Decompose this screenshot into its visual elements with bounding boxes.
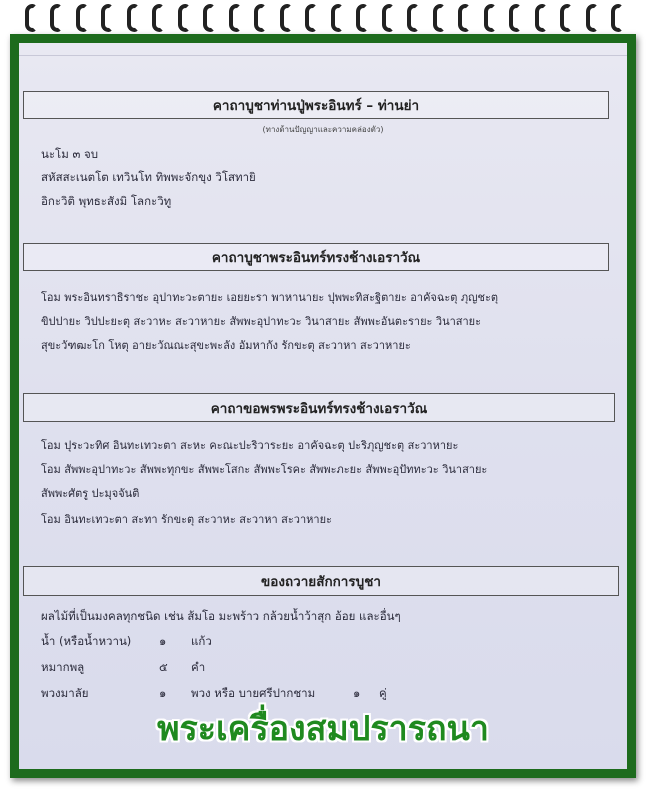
binding-ring-icon <box>382 4 394 32</box>
offering-unit: คำ <box>191 660 206 674</box>
binding-ring-icon <box>25 4 37 32</box>
binding-ring-icon <box>611 4 623 32</box>
offering-row <box>41 659 601 675</box>
section2-title: คาถาบูชาพระอินทร์ทรงช้างเอราวัณ <box>23 243 609 271</box>
binding-ring-icon <box>101 4 113 32</box>
binding-ring-icon <box>509 4 521 32</box>
offering-name: หมากพลู <box>41 660 85 674</box>
offering-extra-unit: คู่ <box>379 686 387 700</box>
offering-row <box>41 685 601 701</box>
binding-ring-icon <box>458 4 470 32</box>
binding-ring-icon <box>305 4 317 32</box>
binding-ring-icon <box>280 4 292 32</box>
binding-ring-icon <box>50 4 62 32</box>
binding-ring-icon <box>560 4 572 32</box>
binding-ring-icon <box>152 4 164 32</box>
section1-line: นะโม ๓ จบ <box>41 147 99 161</box>
binding-ring-icon <box>229 4 241 32</box>
binding-ring-icon <box>484 4 496 32</box>
section1-line: อิกะวิติ พุทธะสังมิ โลกะวิทู <box>41 194 172 208</box>
section3-line: โอม สัพพะอุปาทะวะ สัพพะทุกขะ สัพพะโสกะ สัพพะโรคะ สัพพะภะยะ สัพพะอุปัททะวะ วินาสายะ <box>41 463 488 476</box>
binding-ring-icon <box>76 4 88 32</box>
offering-qty: ๑ <box>159 686 167 700</box>
section3-line: โอม ปุระวะทิศ อินทะเทวะตา สะหะ คะณะปะริวาระยะ อาคัจฉะตุ ปะริภุญชะตุ สะวาหายะ <box>41 439 459 452</box>
binding-ring-icon <box>535 4 547 32</box>
offering-qty: ๕ <box>159 660 168 674</box>
section4-title: ของถวายสักการบูชา <box>23 566 619 596</box>
offering-unit: พวง หรือ บายศรีปากชาม <box>191 686 316 700</box>
document-paper <box>19 43 627 769</box>
section2-line: สุขะวัฑฒะโก โหตุ อายะวัณณะสุขะพะลัง อัมหากัง รักขะตุ สะวาหา สะวาหายะ <box>41 339 411 352</box>
section3-title: คาถาขอพรพระอินทร์ทรงช้างเอราวัณ <box>23 393 615 422</box>
offering-row <box>41 633 601 649</box>
binding-ring-icon <box>407 4 419 32</box>
section3-line: สัพพะศัตรู ปะมุจจันติ <box>41 487 140 500</box>
offering-unit: แก้ว <box>191 634 212 648</box>
header-strip <box>19 43 627 56</box>
binding-ring-icon <box>586 4 598 32</box>
binding-ring-icon <box>433 4 445 32</box>
binding-ring-icon <box>356 4 368 32</box>
binding-ring-icon <box>254 4 266 32</box>
binding-ring-icon <box>178 4 190 32</box>
section2-line: ขิปปายะ วิปปะยะตุ สะวาหะ สะวาหายะ สัพพะอุปาทะวะ วินาสายะ สัพพะอันตะรายะ วินาสายะ <box>41 315 482 328</box>
binding-ring-icon <box>331 4 343 32</box>
section3-line: โอม อินทะเทวะตา สะทา รักขะตุ สะวาหะ สะวาหา สะวาหายะ <box>41 513 332 526</box>
photo-frame <box>10 34 636 778</box>
offering-extra-qty: ๑ <box>353 686 361 700</box>
section2-line: โอม พระอินทราธิราชะ อุปาทะวะตายะ เอยยะรา พาหานายะ ปุพพะทิสะฐิตายะ อาคัจฉะตุ ภุญชะตุ <box>41 291 499 304</box>
section1-line: สหัสสะเนตโต เทวินโท ทิพพะจักขุง วิโสทายิ <box>41 170 256 184</box>
offering-name: น้ำ (หรือน้ำหวาน) <box>41 634 132 648</box>
offering-name: พวงมาลัย <box>41 686 89 700</box>
section1-title: คาถาบูชาท่านปู่พระอินทร์ – ท่านย่า <box>23 91 609 119</box>
offering-qty: ๑ <box>159 634 167 648</box>
banner-title: พระเครื่องสมปรารถนา <box>157 709 489 749</box>
offerings-intro: ผลไม้ที่เป็นมงคลทุกชนิด เช่น ส้มโอ มะพร้าว กล้วยน้ำว้าสุก อ้อย และอื่นๆ <box>41 609 401 623</box>
binding-ring-icon <box>127 4 139 32</box>
binding-ring-icon <box>203 4 215 32</box>
section1-subtitle: (ทางด้านปัญญาและความคล่องตัว) <box>262 125 384 134</box>
